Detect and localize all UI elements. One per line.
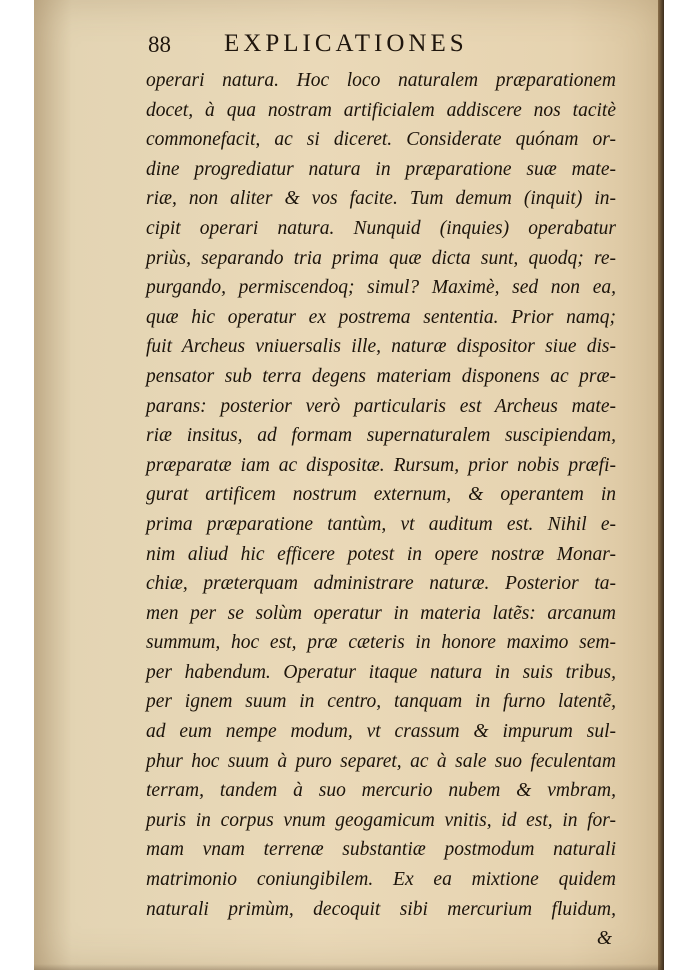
text-line: priùs, separando tria prima quæ dicta sunt, quodq; re- bbox=[146, 247, 616, 269]
body-text bbox=[146, 66, 616, 954]
page-bottom-shadow bbox=[34, 964, 664, 970]
catchword: & bbox=[596, 928, 612, 950]
text-line: cipit operari natura. Nunquid (inquies) operabatur bbox=[146, 217, 616, 239]
text-line: quæ hic operatur ex postrema sententia. Prior namq; bbox=[146, 306, 616, 328]
running-head bbox=[148, 28, 568, 62]
text-line: matrimonio coniungibilem. Ex ea mixtione quidem bbox=[146, 869, 616, 891]
text-line: per ignem suum in centro, tanquam in furno latentẽ, bbox=[146, 691, 616, 713]
text-line: men per se solùm operatur in materia latẽs: arcanum bbox=[146, 602, 616, 624]
text-line: purgando, permiscendoq; simul? Maximè, sed non ea, bbox=[146, 277, 616, 299]
text-line: gurat artificem nostrum externum, & operantem in bbox=[146, 484, 616, 506]
text-line: operari natura. Hoc loco naturalem præparationem bbox=[146, 70, 616, 91]
text-line: docet, à qua nostram artificialem addiscere nos tacitè bbox=[146, 99, 616, 121]
header-title: EXPLICATIONES bbox=[224, 30, 468, 57]
page-binding-edge bbox=[658, 0, 664, 970]
text-line: chiæ, præterquam administrare naturæ. Posterior ta- bbox=[146, 573, 616, 595]
text-line: mam vnam terrenæ substantiæ postmodum naturali bbox=[146, 839, 616, 861]
text-line: commonefacit, ac si diceret. Considerate quónam or- bbox=[146, 129, 616, 151]
text-line: prima præparatione tantùm, vt auditum est. Nihil e- bbox=[146, 513, 616, 535]
text-line: fuit Archeus vniuersalis ille, naturæ dispositor siue dis- bbox=[146, 336, 616, 358]
text-line: per habendum. Operatur itaque natura in suis tribus, bbox=[146, 661, 616, 683]
text-line: summum, hoc est, præ cæteris in honore maximo sem- bbox=[146, 632, 616, 654]
text-line: terram, tandem à suo mercurio nubem & vmbram, bbox=[146, 780, 616, 802]
text-line: nim aliud hic efficere potest in opere nostræ Monar- bbox=[146, 543, 616, 565]
text-line: parans: posterior verò particularis est Archeus mate- bbox=[146, 395, 616, 417]
text-line: riæ, non aliter & vos facite. Tum demum (inquit) in- bbox=[146, 188, 616, 210]
text-line: phur hoc suum à puro separet, ac à sale suo feculentam bbox=[146, 750, 616, 772]
text-line: puris in corpus vnum geogamicum vnitis, id est, in for- bbox=[146, 809, 616, 831]
text-line: riæ insitus, ad formam supernaturalem suscipiendam, bbox=[146, 425, 616, 447]
text-line: ad eum nempe modum, vt crassum & impurum sul- bbox=[146, 721, 616, 743]
text-line: pensator sub terra degens materiam disponens ac præ- bbox=[146, 365, 616, 387]
text-line: naturali primùm, decoquit sibi mercurium fluidum, bbox=[146, 898, 616, 920]
text-line: dine progrediatur natura in præparatione suæ mate- bbox=[146, 158, 616, 180]
text-line: præparatæ iam ac dispositæ. Rursum, prior nobis præfi- bbox=[146, 454, 616, 476]
page-number: 88 bbox=[148, 32, 171, 57]
